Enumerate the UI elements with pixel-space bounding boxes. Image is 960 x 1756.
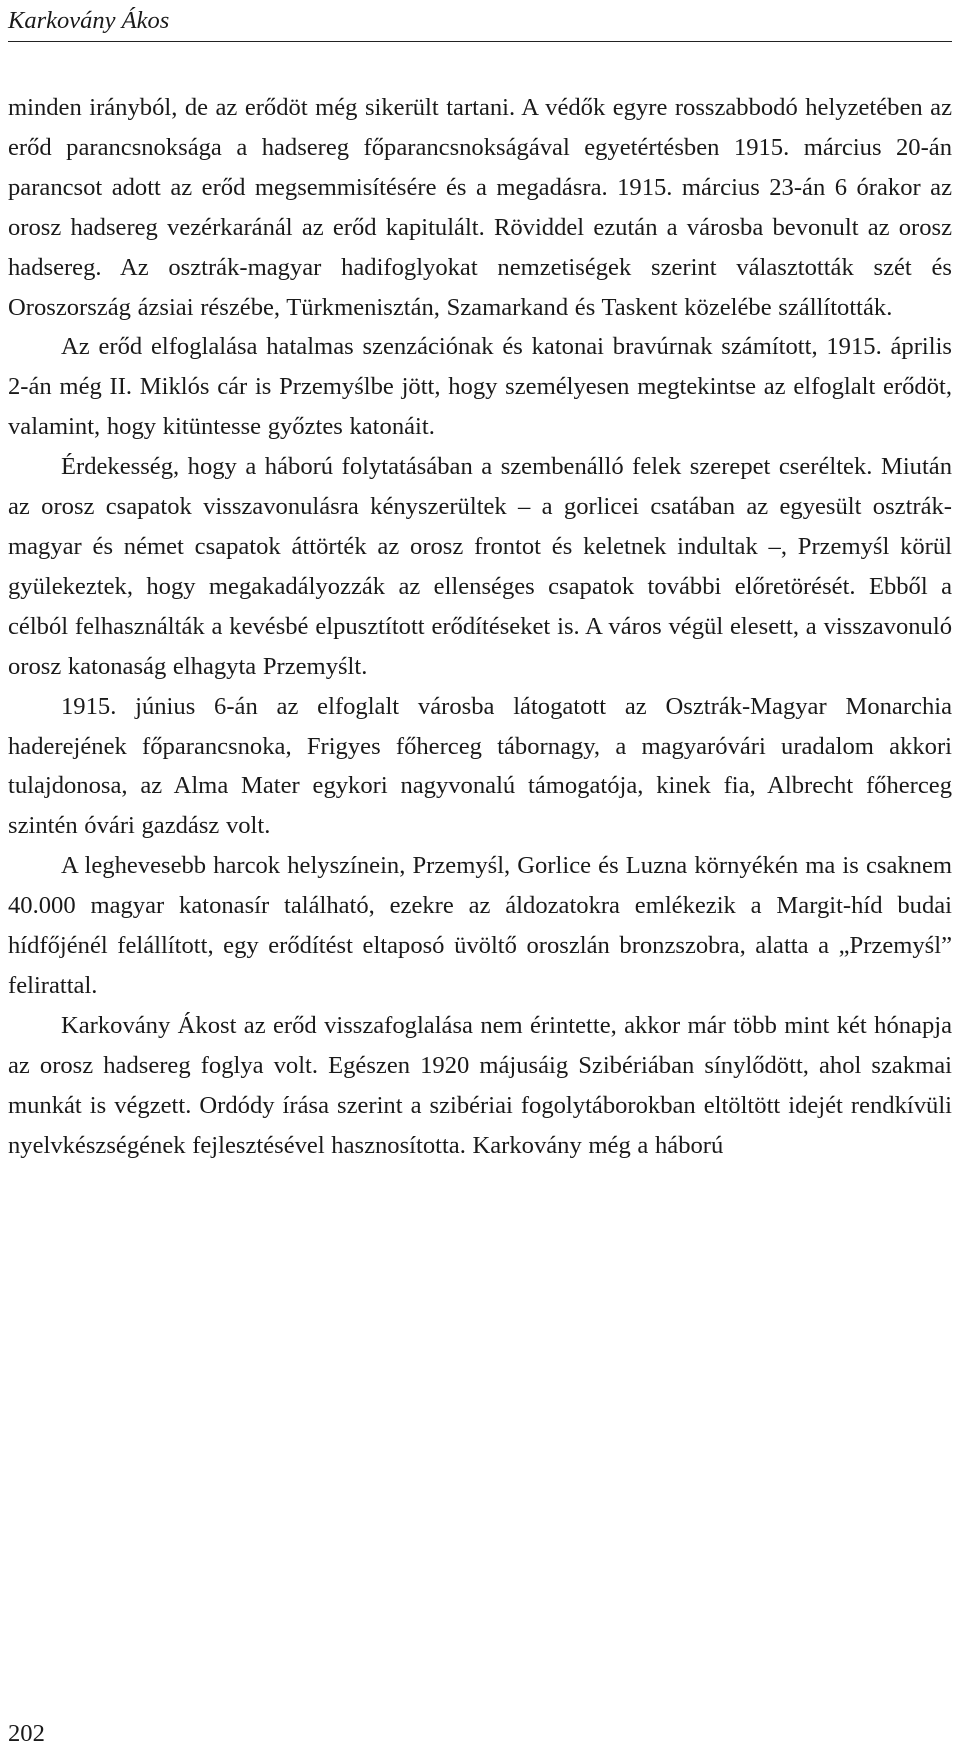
- paragraph: Érdekesség, hogy a háború folytatásában a szembenálló felek szerepet cseréltek. Miután az orosz csapatok visszavonulásra kényszerültek – a gorlicei csatában az egyesült osztrák-magyar és német csapatok áttörték az orosz frontot és keletnek indultak –, Przemyśl körül gyülekeztek, hogy megakadályozzák az ellenséges csapatok további előretörését. Ebből a célból felhasználták a kevésbé elpusztított erődítéseket is. A város végül elesett, a visszavonuló orosz katonaság elhagyta Przemyślt.: [8, 453, 952, 680]
- paragraph: Az erőd elfoglalása hatalmas szenzációnak és katonai bravúrnak számított, 1915. április 2-án még II. Miklós cár is Przemyślbe jött, hogy személyesen megtekintse az elfoglalt erődöt, valamint, hogy kitüntesse győztes katonáit.: [8, 333, 952, 441]
- paragraph: A leghevesebb harcok helyszínein, Przemyśl, Gorlice és Luzna környékén ma is csaknem 40.000 magyar katonasír található, ezekre az áldozatokra emlékezik a Margit-híd budai hídfőjénél felállított, egy erődítést eltaposó üvöltő oroszlán bronzszobra, alatta a „Przemyśl” felirattal.: [8, 852, 952, 999]
- running-header: [8, 4, 952, 42]
- paragraph: Karkovány Ákost az erőd visszafoglalása nem érintette, akkor már több mint két hónapja az orosz hadsereg foglya volt. Egészen 1920 májusáig Szibériában sínylődött, ahol szakmai munkát is végzett. Ordódy írása szerint a szibériai fogolytáborokban eltöltött idejét rendkívüli nyelvkészségének fejlesztésével hasznosította. Karkovány még a háború: [8, 1011, 952, 1159]
- page-number: 202: [8, 1720, 45, 1747]
- body-text: [8, 88, 952, 1165]
- paragraph: minden irányból, de az erődöt még sikerült tartani. A védők egyre rosszabbodó helyzetében az erőd parancsnoksága a hadsereg főparancsnokságával egyetértésben 1915. március 20-án parancsot adott az erőd megsemmisítésére és a megadásra. 1915. március 23-án 6 órakor az orosz hadsereg vezérkaránál az erőd kapitulált. Röviddel ezután a városba bevonult az orosz hadsereg. Az osztrák-magyar hadifoglyokat nemzetiségek szerint választották szét és Oroszország ázsiai részébe, Türkmenisztán, Szamarkand és Taskent közelébe szállították.: [8, 94, 952, 321]
- running-header-title: Karkovány Ákos: [8, 7, 170, 34]
- paragraph: 1915. június 6-án az elfoglalt városba látogatott az Osztrák-Magyar Monarchia haderejének főparancsnoka, Frigyes főherceg tábornagy, a magyaróvári uradalom akkori tulajdonosa, az Alma Mater egykori nagyvonalú támogatója, kinek fia, Albrecht főherceg szintén óvári gazdász volt.: [8, 692, 952, 840]
